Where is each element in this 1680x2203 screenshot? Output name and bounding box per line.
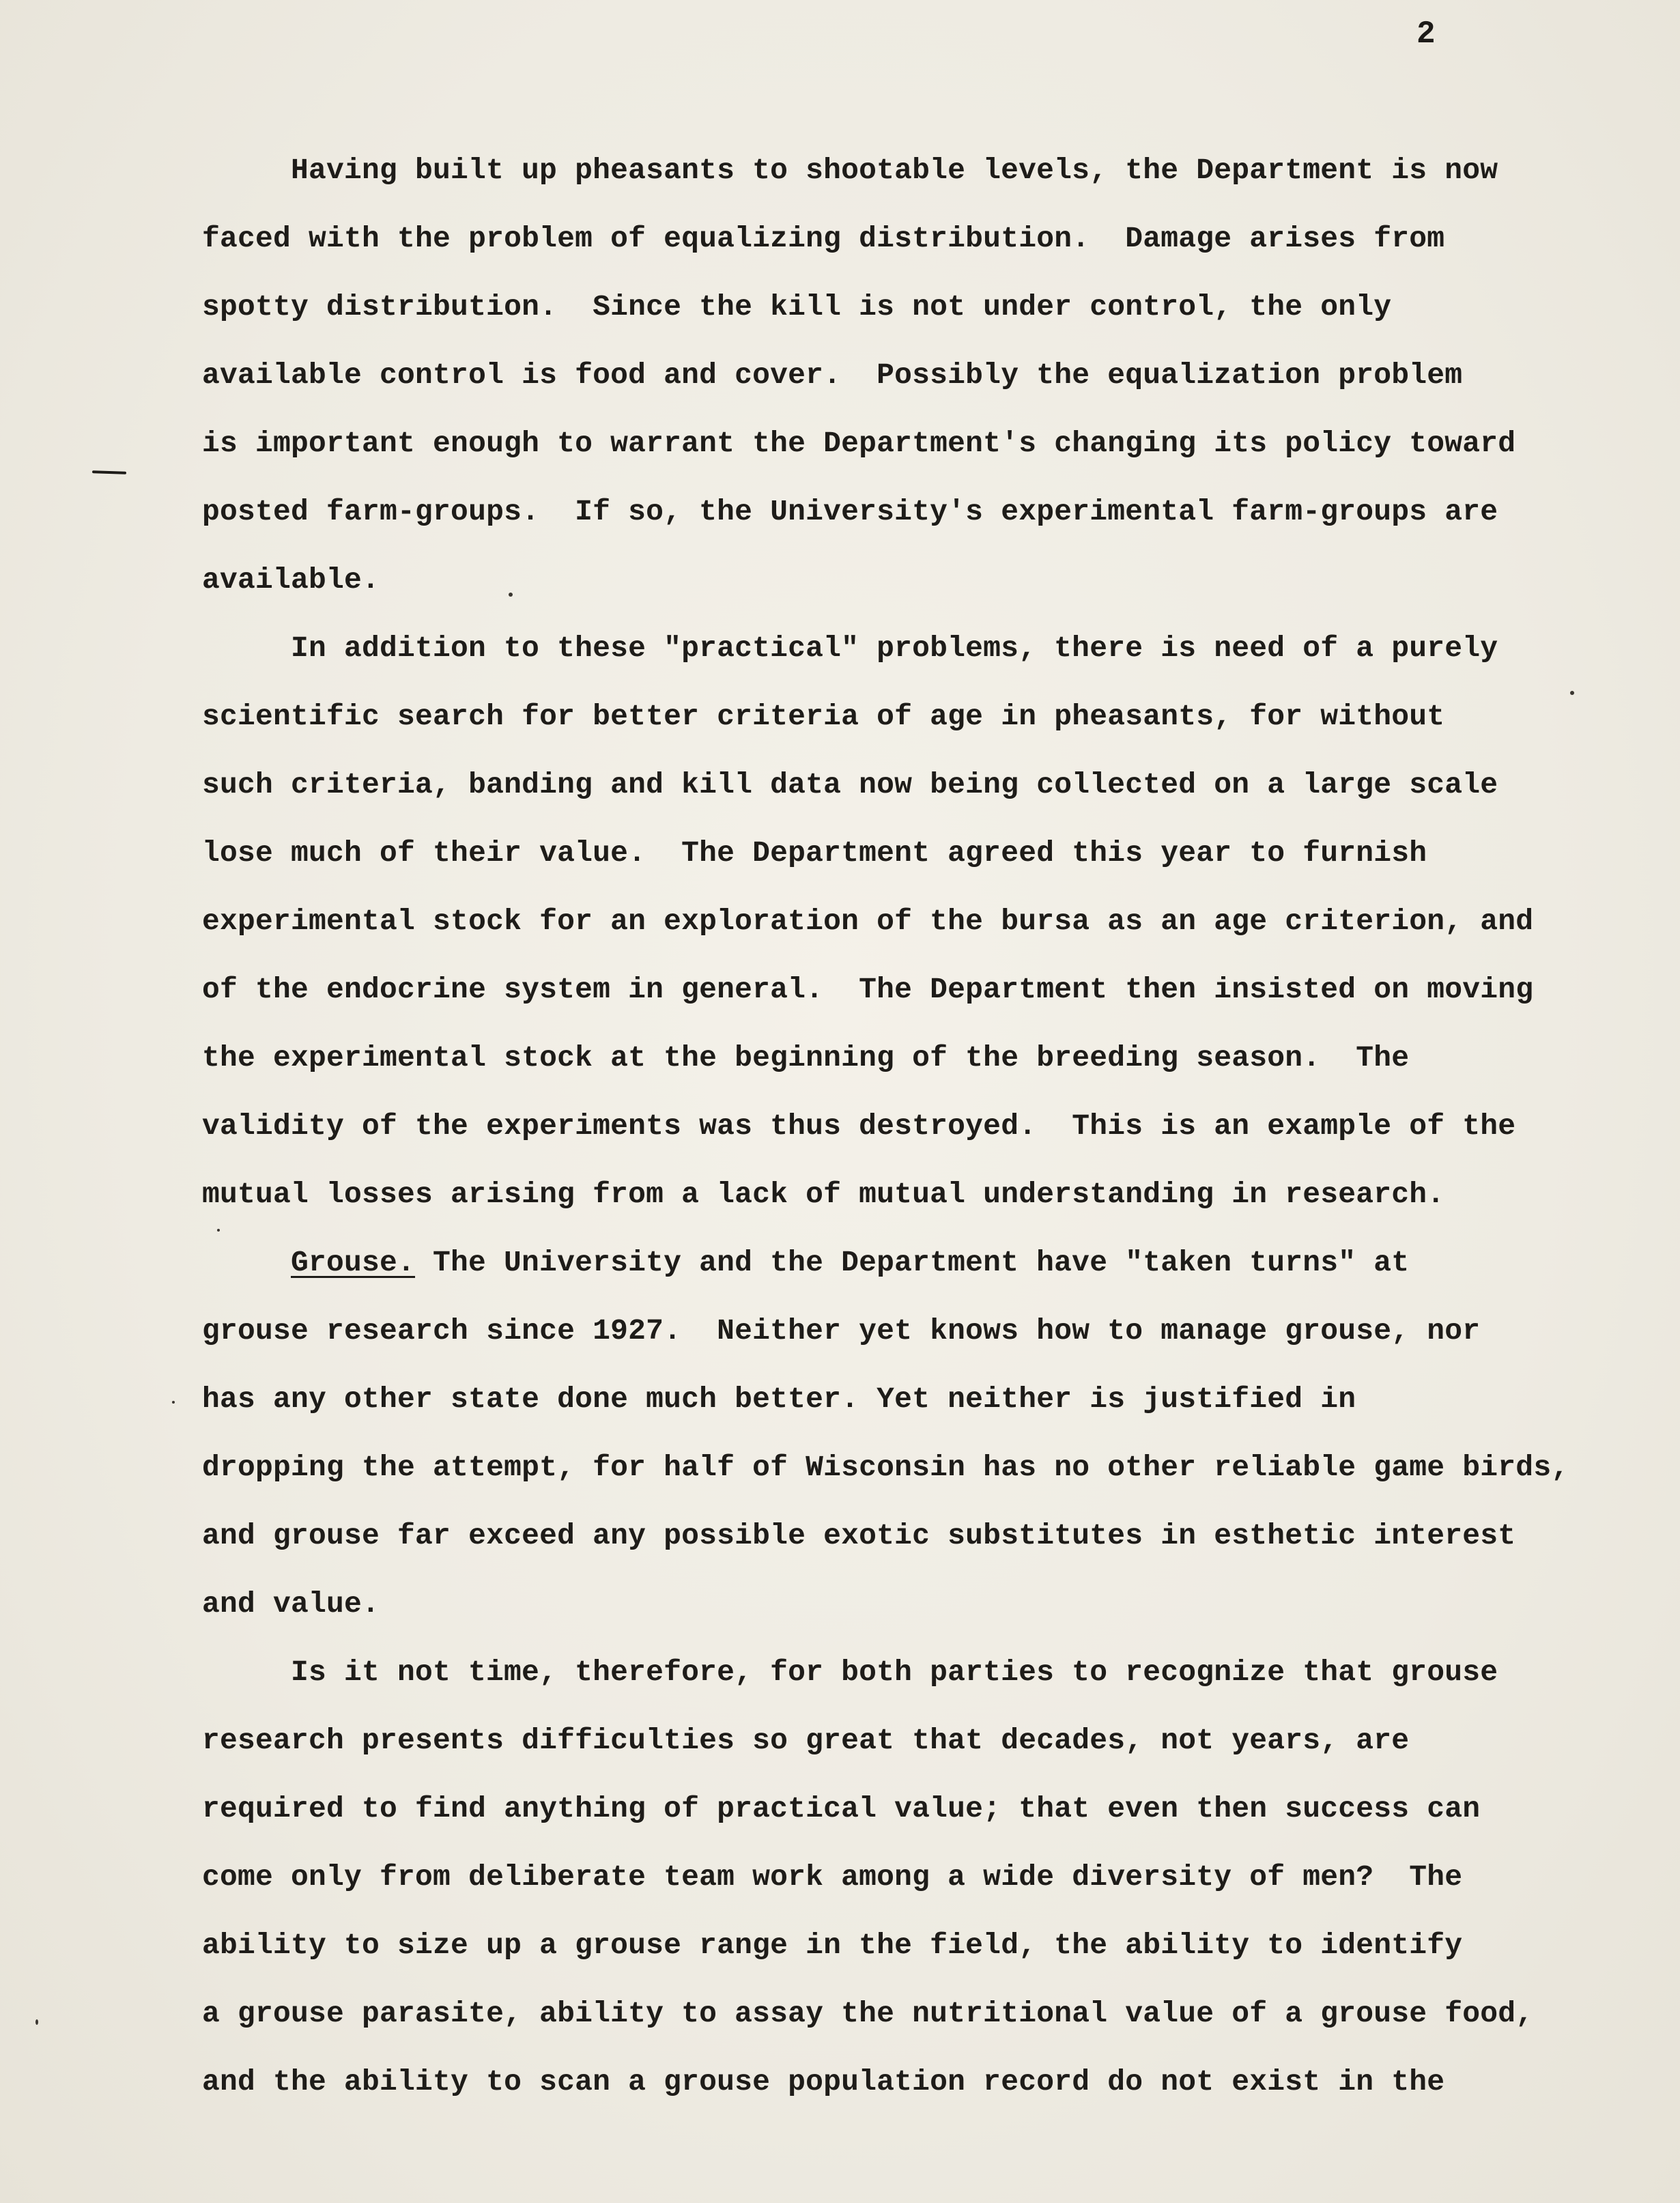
ink-speck (1570, 691, 1574, 695)
text-line: Is it not time, therefore, for both parties to recognize that grouse (291, 1655, 1498, 1689)
ink-speck (35, 2019, 38, 2025)
text-line: is important enough to warrant the Department's changing its policy toward (202, 427, 1516, 460)
typewritten-body (202, 137, 1569, 2116)
text-line: and the ability to scan a grouse population record do not exist in the (202, 2065, 1445, 2099)
text-line: the experimental stock at the beginning of the breeding season. The (202, 1041, 1410, 1075)
text-line: grouse research since 1927. Neither yet knows how to manage grouse, nor (202, 1314, 1481, 1348)
page-number: 2 (1416, 16, 1436, 52)
text-line: and value. (202, 1587, 380, 1621)
text-line: experimental stock for an exploration of the bursa as an age criterion, and (202, 905, 1534, 938)
text-line: come only from deliberate team work among a wide diversity of men? The (202, 1860, 1463, 1894)
text-line: a grouse parasite, ability to assay the nutritional value of a grouse food, (202, 1997, 1534, 2030)
text-line: dropping the attempt, for half of Wisconsin has no other reliable game birds, (202, 1451, 1569, 1484)
paragraph (202, 1638, 1540, 2116)
text-line: of the endocrine system in general. The Department then insisted on moving (202, 973, 1534, 1006)
text-line (202, 1229, 1540, 1297)
text-line: spotty distribution. Since the kill is not under control, the only (202, 290, 1392, 324)
text-line: available control is food and cover. Possibly the equalization problem (202, 358, 1463, 392)
text-line: required to find anything of practical value; that even then success can (202, 1792, 1481, 1825)
text-line: posted farm-groups. If so, the University's experimental farm-groups are (202, 495, 1498, 528)
margin-dash-mark (92, 470, 126, 474)
paragraph (202, 137, 1540, 614)
section-heading-grouse: Grouse. (291, 1246, 416, 1279)
text-line: research presents difficulties so great that decades, not years, are (202, 1724, 1410, 1757)
text-line: scientific search for better criteria of age in pheasants, for without (202, 700, 1445, 733)
text-line: validity of the experiments was thus destroyed. This is an example of the (202, 1109, 1516, 1143)
paragraph (202, 1229, 1569, 1638)
text-line: mutual losses arising from a lack of mutual understanding in research. (202, 1178, 1445, 1211)
text-line: available. (202, 563, 380, 597)
text-line: In addition to these "practical" problems, there is need of a purely (291, 631, 1498, 665)
text-line: ability to size up a grouse range in the field, the ability to identify (202, 1929, 1463, 1962)
text-line: faced with the problem of equalizing distribution. Damage arises from (202, 222, 1445, 255)
ink-speck (172, 1401, 175, 1404)
text-line: has any other state done much better. Yet neither is justified in (202, 1382, 1356, 1416)
paragraph (202, 614, 1540, 1229)
text-line: lose much of their value. The Department agreed this year to furnish (202, 836, 1427, 870)
text-line: Having built up pheasants to shootable levels, the Department is now (291, 154, 1498, 187)
text-line-continuation: The University and the Department have "taken turns" at (415, 1246, 1410, 1279)
text-line: and grouse far exceed any possible exotic substitutes in esthetic interest (202, 1519, 1516, 1552)
text-line: such criteria, banding and kill data now being collected on a large scale (202, 768, 1498, 801)
